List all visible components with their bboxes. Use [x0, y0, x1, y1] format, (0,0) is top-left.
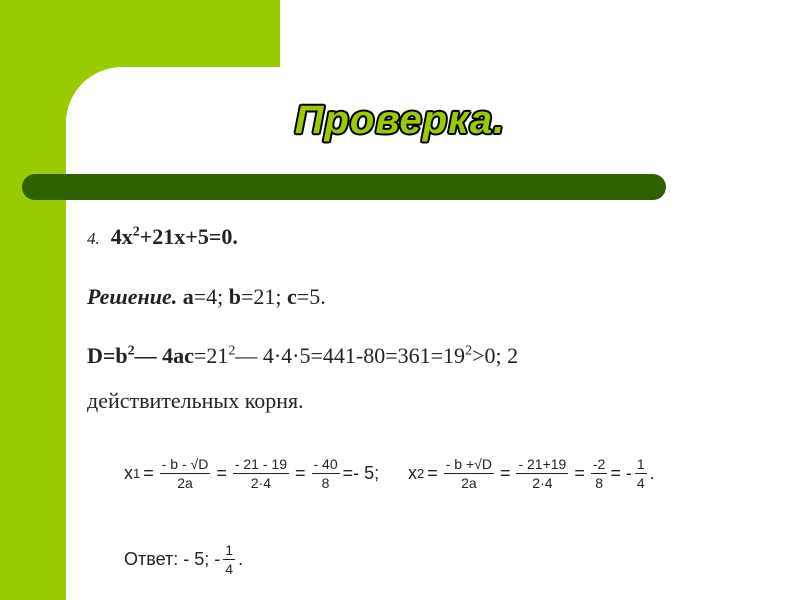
x2-result-frac: [635, 456, 647, 491]
val-c: =5.: [296, 284, 326, 309]
disc-4ac: — 4ac: [134, 343, 194, 368]
x2-formula: x 2 = $\frac{- b +√D}{2a}$ = $\frac{- 21+19}{2\cdot 4}$ = $\frac{-2}{8}$ = - $\frac{1}{4}$ .: [408, 456, 655, 491]
equation-exp: 2: [132, 224, 140, 240]
x2-index: 2: [417, 466, 425, 481]
x2-frac2: [516, 456, 568, 491]
x1-frac3-num: - 40: [313, 456, 338, 472]
x2-frac3: [591, 456, 607, 491]
answer-num: 1: [225, 542, 234, 558]
answer-minus: -: [214, 549, 221, 569]
val-b: =21;: [241, 284, 288, 309]
var-b: b: [228, 284, 241, 309]
disc-d: D=b: [87, 343, 128, 368]
x2-frac1-den: 2a: [461, 475, 477, 491]
x2-frac3-den: 8: [595, 475, 603, 491]
x2-result-den: 4: [636, 475, 645, 491]
slide-title: Проверка.: [294, 98, 506, 142]
x1-frac1: [160, 456, 211, 491]
x1-frac1-den: 2a: [177, 475, 193, 491]
discriminant-line2: действительных корня.: [87, 388, 304, 413]
equation-rest: +21x+5=0.: [139, 224, 238, 249]
solution-line: [87, 284, 326, 310]
val-a: =4;: [193, 284, 229, 309]
var-c: c: [287, 284, 297, 309]
x2-name: x: [408, 463, 417, 483]
disc-exp1: 2: [127, 343, 135, 359]
solution-label: Решение.: [87, 284, 178, 309]
x1-frac3: [312, 456, 340, 491]
x2-result-prefix: = -: [610, 463, 632, 483]
var-a: a: [182, 284, 194, 309]
x1-formula: x 1 = $\frac{- b - √D}{2a}$ = $\frac{- 21 - 19}{2\cdot 4}$ = $\frac{- 40}{8}$ =- 5;: [124, 456, 380, 491]
x2-frac1: [444, 456, 494, 491]
x1-frac2: [233, 456, 289, 491]
x1-frac1-num: - b - √D: [161, 456, 209, 472]
equation-line: [87, 224, 238, 250]
x1-frac2-den: 2·4: [250, 475, 272, 491]
x2-frac3-num: -2: [592, 456, 606, 472]
disc-rest2: >0; 2: [472, 343, 519, 368]
x2-frac1-num: - b +√D: [445, 456, 492, 472]
answer-suffix: .: [238, 549, 244, 569]
disc-exp3: 2: [465, 343, 473, 359]
x2-frac2-num: - 21+19: [518, 456, 567, 472]
x1-result: =- 5;: [342, 463, 380, 483]
discriminant-line: [87, 343, 518, 369]
disc-eq1: =21: [193, 343, 229, 368]
x2-frac2-den: 2·4: [532, 475, 553, 491]
answer-label: Ответ: - 5;: [124, 549, 210, 569]
x1-name: x: [124, 463, 133, 483]
x2-result-suffix: .: [649, 463, 655, 483]
answer-den: 4: [225, 561, 234, 577]
x2-result-num: 1: [636, 456, 645, 472]
title-divider-bar: [22, 174, 666, 200]
disc-rest1: — 4·4·5=441-80=361=19: [235, 343, 466, 368]
equation-base: 4x: [110, 224, 133, 249]
disc-exp2: 2: [228, 343, 236, 359]
x1-index: 1: [133, 466, 141, 481]
item-number: 4.: [87, 229, 100, 248]
content-panel: [66, 67, 800, 600]
x1-frac3-den: 8: [321, 475, 330, 491]
answer-line: [124, 542, 243, 577]
answer-frac: [223, 542, 235, 577]
x1-frac2-num: - 21 - 19: [234, 456, 287, 472]
